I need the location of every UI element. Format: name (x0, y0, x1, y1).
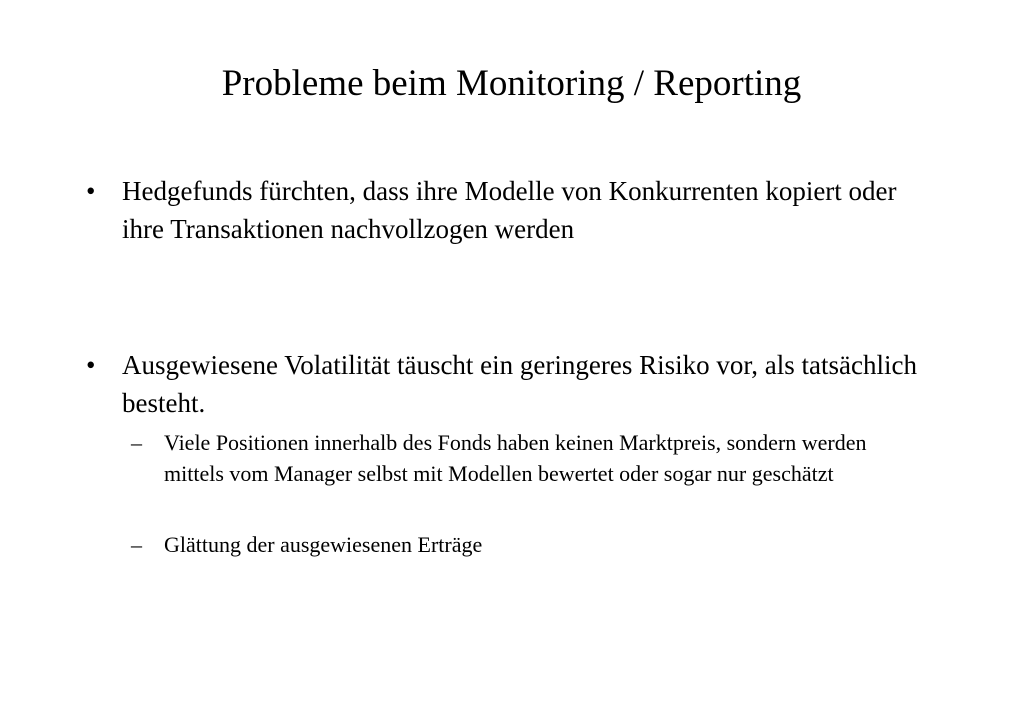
sub-bullet-item (131, 529, 931, 560)
bullet-text: Hedgefunds fürchten, dass ihre Modelle von Konkurrenten kopiert oder ihre Transaktionen nachvollzogen werden (122, 176, 897, 244)
bullet-text: Ausgewiesene Volatilität täuscht ein geringeres Risiko vor, als tatsächlich besteht. (122, 350, 917, 418)
bullet-item (86, 172, 936, 248)
sub-bullet-item (131, 427, 931, 489)
sub-bullet-text: Viele Positionen innerhalb des Fonds haben keinen Marktpreis, sondern werden mittels vom Manager selbst mit Modellen bewertet oder sogar nur geschätzt (164, 430, 867, 486)
slide-title: Probleme beim Monitoring / Reporting (221, 63, 802, 104)
sub-bullet-marker: – (131, 430, 142, 455)
bullet-item (86, 346, 936, 422)
sub-bullet-marker: – (131, 532, 142, 557)
sub-bullet-text: Glättung der ausgewiesenen Erträge (164, 532, 483, 557)
bullet-marker: • (86, 350, 96, 380)
bullet-marker: • (86, 176, 96, 206)
